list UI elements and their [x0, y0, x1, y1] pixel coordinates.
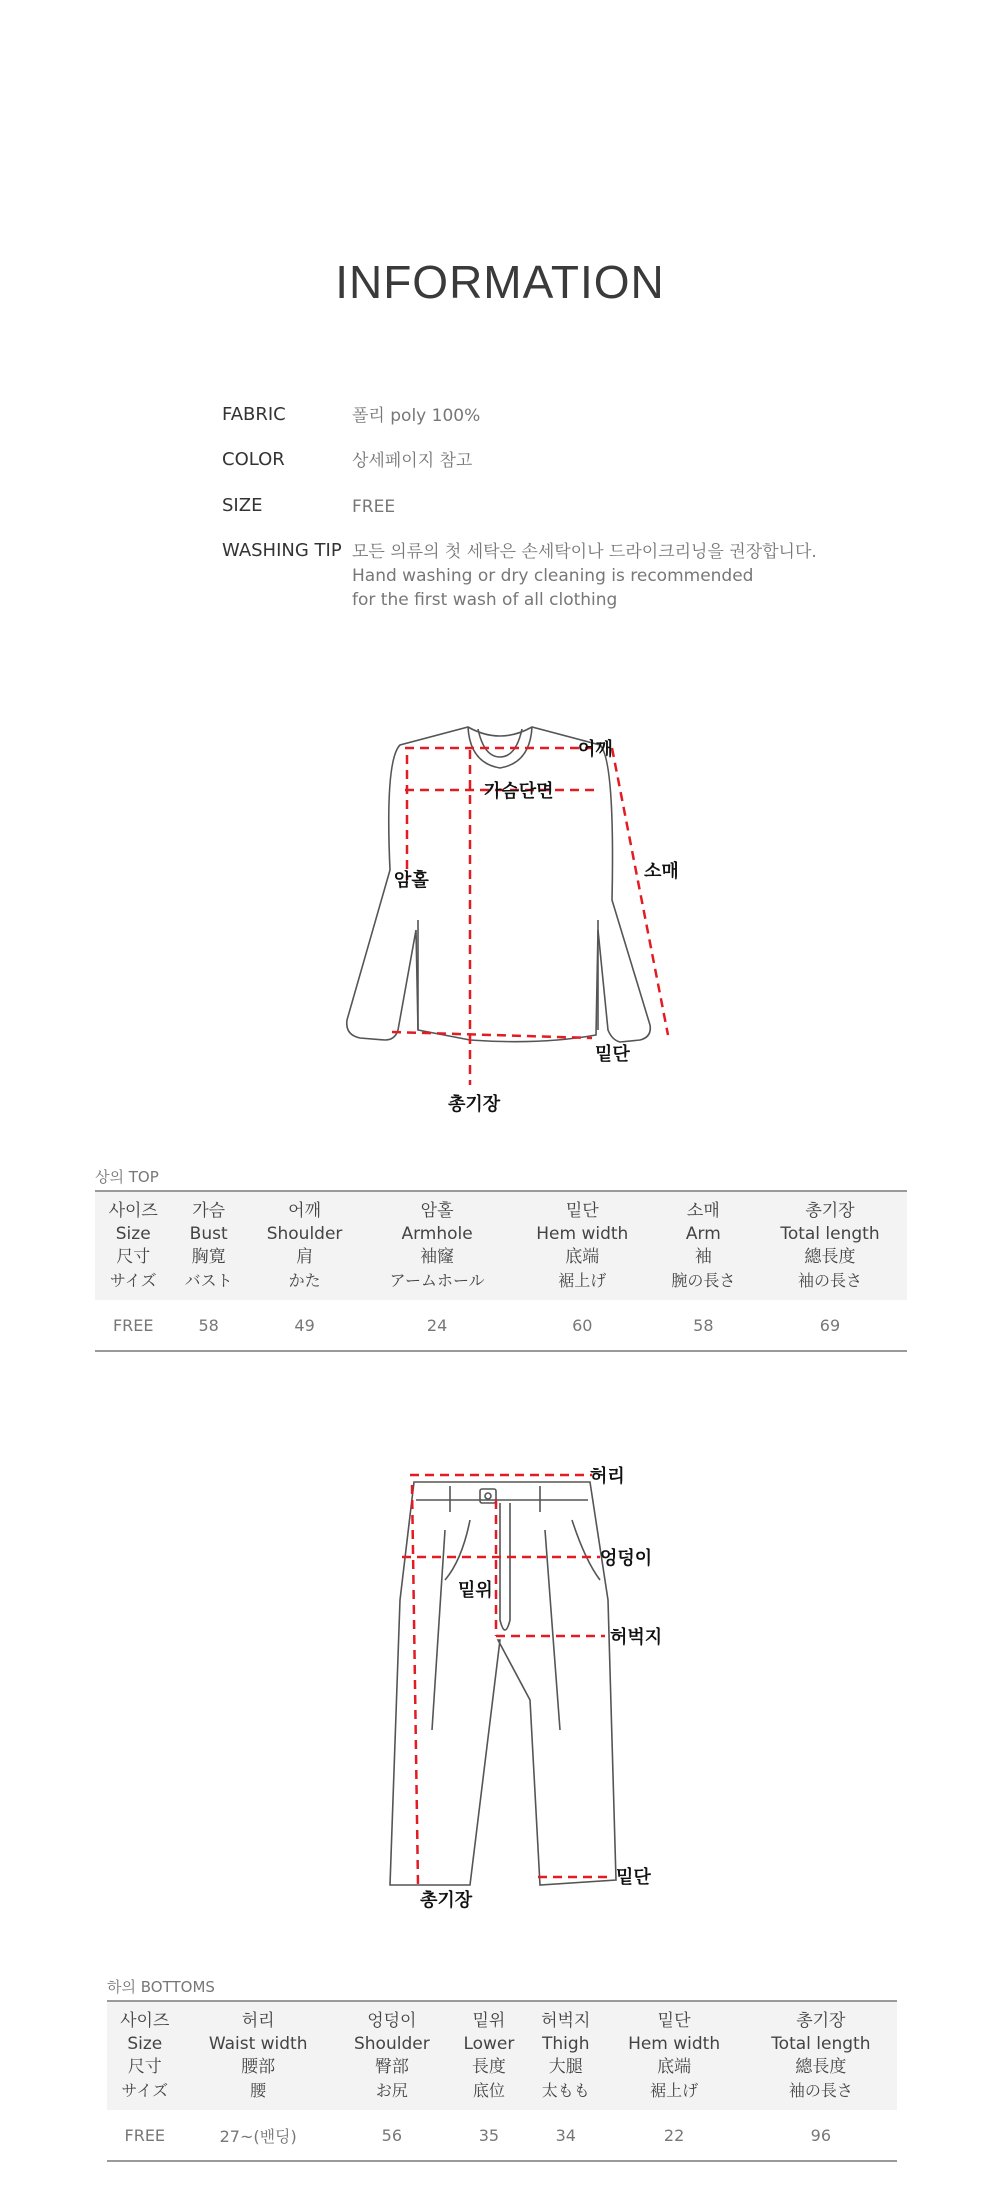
washing-tip-line: Hand washing or dry cleaning is recommended	[352, 566, 754, 586]
label-hem: 밑단	[595, 1044, 630, 1065]
header-shoulder: 어깨 Shoulder 肩 かた	[246, 1191, 363, 1300]
cell-thigh: 34	[528, 2110, 604, 2161]
label-thigh: 허벅지	[610, 1627, 663, 1648]
top-table-caption: 상의 TOP	[95, 1168, 159, 1186]
cell-bust: 58	[171, 1300, 245, 1351]
cell-total-length: 69	[753, 1300, 907, 1351]
washing-tip-line: for the first wash of all clothing	[352, 590, 618, 610]
cell-size: FREE	[107, 2110, 183, 2161]
info-value	[352, 540, 817, 612]
header-hip: 엉덩이 Shoulder 臀部 お尻	[334, 2001, 450, 2110]
pants-outline	[390, 1482, 616, 1885]
cell-hem-width: 22	[604, 2110, 745, 2161]
header-arm: 소매 Arm 袖 腕の長さ	[654, 1191, 753, 1300]
header-total-length: 총기장 Total length 總長度 袖の長さ	[753, 1191, 907, 1300]
page-title: INFORMATION	[335, 256, 665, 308]
info-row-size	[222, 495, 922, 519]
washing-tip-line: 모든 의류의 첫 세탁은 손세탁이나 드라이크리닝을 권장합니다.	[352, 542, 817, 562]
bottom-table-caption: 하의 BOTTOMS	[107, 1978, 215, 1996]
header-thigh: 허벅지 Thigh 大腿 太もも	[528, 2001, 604, 2110]
label-length: 총기장	[420, 1890, 473, 1911]
header-bust: 가슴 Bust 胸寛 バスト	[171, 1191, 245, 1300]
shirt-outline	[347, 727, 651, 1042]
cell-size: FREE	[95, 1300, 171, 1351]
cell-arm: 58	[654, 1300, 753, 1351]
cell-rise: 35	[450, 2110, 528, 2161]
label-chest: 가슴단면	[484, 781, 554, 802]
bottom-size-table	[107, 2000, 897, 2162]
label-rise: 밑위	[458, 1580, 493, 1601]
header-armhole: 암홀 Armhole 袖窿 アームホール	[363, 1191, 511, 1300]
cell-hip: 56	[334, 2110, 450, 2161]
header-hem-width: 밑단 Hem width 底端 裾上げ	[604, 2001, 745, 2110]
info-label: WASHING TIP	[222, 540, 342, 561]
label-waist: 허리	[590, 1466, 625, 1487]
cell-armhole: 24	[363, 1300, 511, 1351]
label-sleeve: 소매	[644, 861, 679, 882]
header-rise: 밑위 Lower 長度 底位	[450, 2001, 528, 2110]
label-armhole: 암홀	[394, 870, 429, 891]
info-row-fabric	[222, 404, 922, 428]
table-row	[95, 1300, 907, 1351]
header-waist: 허리 Waist width 腰部 腰	[183, 2001, 334, 2110]
info-label: SIZE	[222, 495, 263, 516]
header-size: 사이즈 Size 尺寸 サイズ	[107, 2001, 183, 2110]
header-total-length: 총기장 Total length 總長度 袖の長さ	[745, 2001, 897, 2110]
info-row-color	[222, 449, 922, 473]
cell-waist: 27~(밴딩)	[183, 2110, 334, 2161]
top-measurement-diagram	[330, 710, 710, 1130]
info-value: 폴리 poly 100%	[352, 406, 481, 426]
header-size: 사이즈 Size 尺寸 サイズ	[95, 1191, 171, 1300]
pants-measure-lines	[402, 1475, 610, 1885]
cell-total-length: 96	[745, 2110, 897, 2161]
bottom-measurement-diagram	[370, 1455, 670, 1925]
cell-hem-width: 60	[511, 1300, 654, 1351]
info-row-washing-tip	[222, 540, 922, 612]
info-label: COLOR	[222, 449, 285, 470]
info-value: FREE	[352, 497, 396, 517]
info-value: 상세페이지 참고	[352, 451, 473, 471]
header-hem-width: 밑단 Hem width 底端 裾上げ	[511, 1191, 654, 1300]
label-hip: 엉덩이	[600, 1548, 653, 1569]
cell-shoulder: 49	[246, 1300, 363, 1351]
table-row	[107, 2110, 897, 2161]
label-hem: 밑단	[616, 1867, 651, 1888]
label-length: 총기장	[448, 1094, 501, 1115]
top-size-table	[95, 1190, 907, 1352]
info-label: FABRIC	[222, 404, 286, 425]
label-shoulder: 어깨	[578, 739, 613, 760]
